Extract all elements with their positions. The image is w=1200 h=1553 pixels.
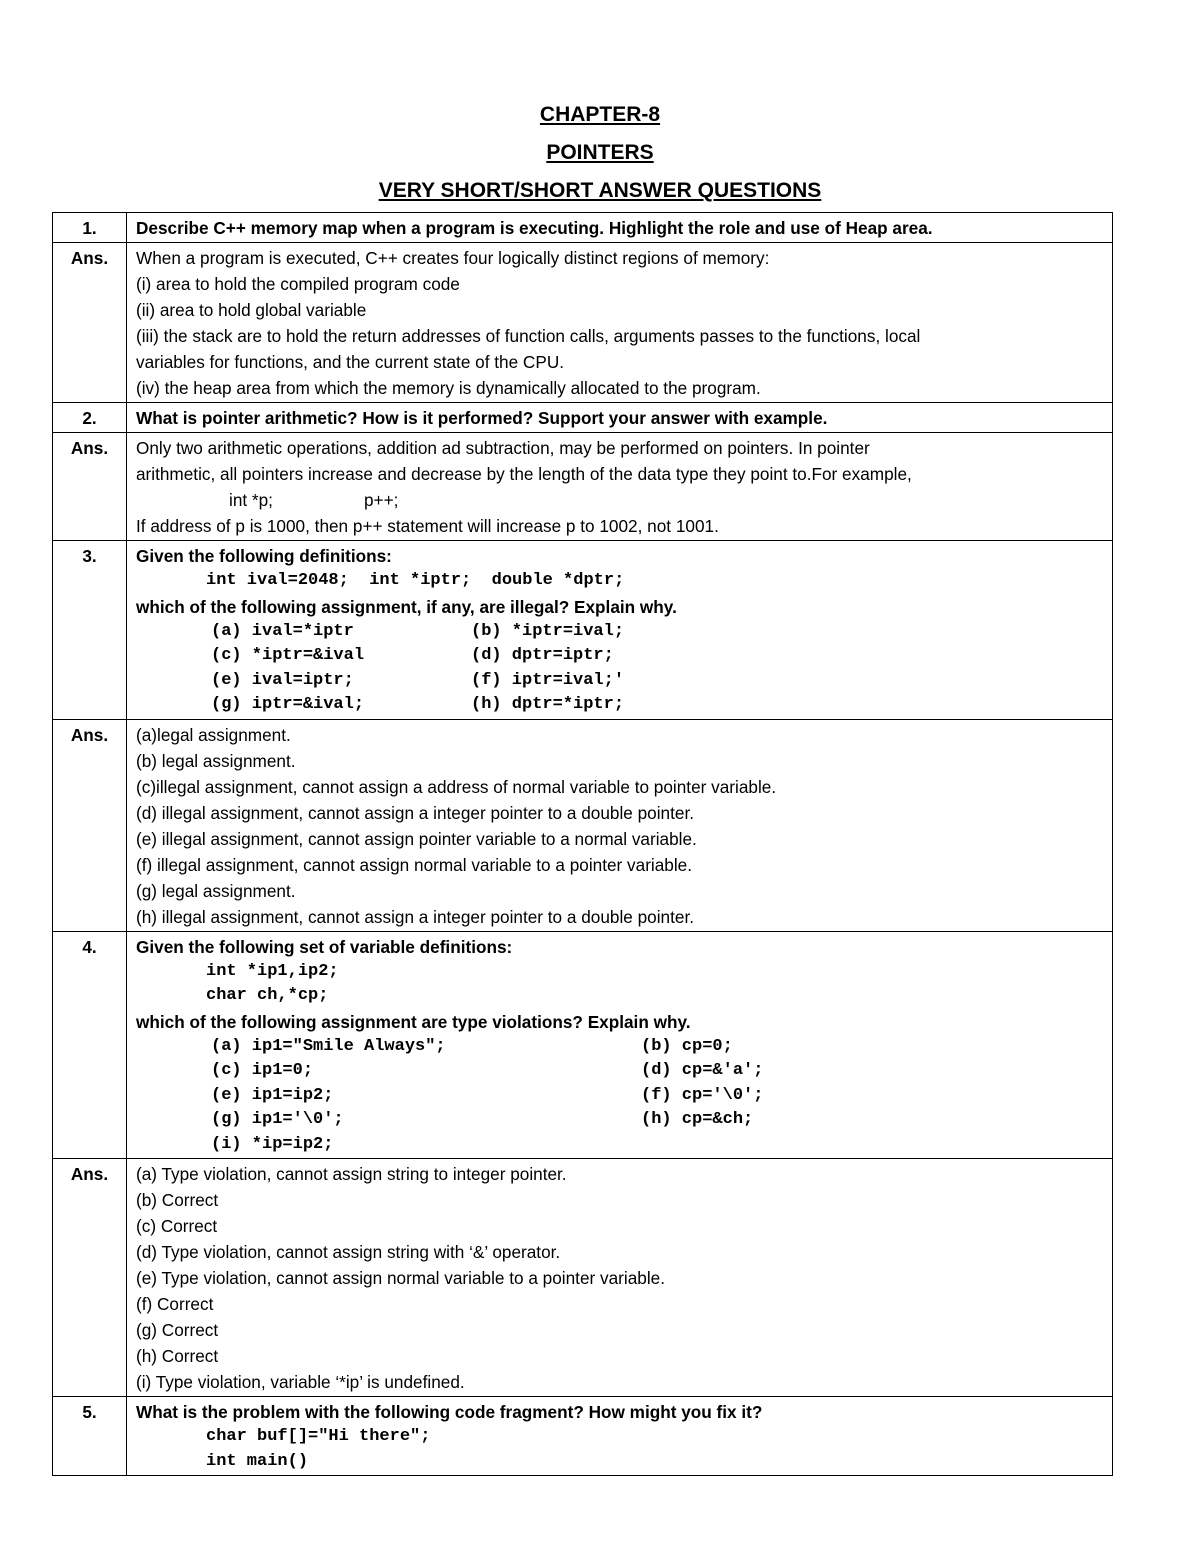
answer-line: (b) legal assignment.	[136, 750, 296, 771]
question-number: 2.	[53, 403, 127, 433]
question-prompt: What is the problem with the following code fragment? How might you fix it?	[136, 1402, 763, 1422]
answer-line: (iii) the stack are to hold the return addresses of function calls, arguments passes to the functions, local	[136, 326, 921, 346]
answer-line: (iv) the heap area from which the memory is dynamically allocated to the program.	[136, 378, 761, 398]
answer-label: Ans.	[53, 719, 127, 931]
code-line: int ival=2048; int *iptr; double *dptr;	[206, 571, 625, 590]
answer-line: (a) Type violation, cannot assign string to integer pointer.	[136, 1164, 567, 1184]
option: (f) iptr=ival;'	[471, 670, 625, 690]
answer-line: (a)legal assignment.	[136, 724, 291, 745]
answer-line: Only two arithmetic operations, addition ad subtraction, may be performed on pointers. In pointer	[136, 438, 870, 458]
answer-line: variables for functions, and the current state of the CPU.	[136, 352, 565, 372]
question-prompt: which of the following assignment, if any, are illegal? Explain why.	[136, 596, 677, 617]
option: (c) ip1=0;	[211, 1061, 314, 1080]
option: (d) dptr=iptr;	[471, 646, 614, 665]
option: (b) cp=0;	[641, 1036, 733, 1056]
example-line	[136, 487, 1104, 513]
option: (g) ip1='\0';	[211, 1110, 344, 1129]
answer-line: If address of p is 1000, then p++ statement will increase p to 1002, not 1001.	[136, 516, 719, 536]
example-increment: p++;	[364, 490, 399, 510]
answer-line: (d) Type violation, cannot assign string with ‘&’ operator.	[136, 1242, 561, 1262]
question-row-5	[53, 1397, 1113, 1476]
answer-line: (g) legal assignment.	[136, 880, 296, 901]
answer-label: Ans.	[53, 433, 127, 541]
option: (c) *iptr=&ival	[211, 646, 365, 665]
option-pair	[136, 669, 1104, 694]
option-pair	[136, 1133, 1104, 1158]
question-intro: Given the following set of variable definitions:	[136, 936, 513, 957]
option-pair	[136, 1084, 1104, 1109]
answer-text	[127, 243, 1113, 403]
question-prompt: which of the following assignment are type violations? Explain why.	[136, 1011, 691, 1032]
answer-line: (d) illegal assignment, cannot assign a integer pointer to a double pointer.	[136, 802, 694, 823]
option-pair	[136, 1035, 1104, 1060]
answer-line: (g) Correct	[136, 1320, 219, 1340]
answer-text	[127, 719, 1113, 931]
question-intro: Given the following definitions:	[136, 546, 392, 566]
option-pair	[136, 693, 1104, 718]
answer-row-1	[53, 243, 1113, 403]
answer-label: Ans.	[53, 1159, 127, 1397]
answer-row-4	[53, 1159, 1113, 1397]
question-row-4	[53, 931, 1113, 1159]
option-pair	[136, 1108, 1104, 1133]
answer-text	[127, 433, 1113, 541]
question-number: 4.	[53, 931, 127, 1159]
answer-line: (e) illegal assignment, cannot assign pointer variable to a normal variable.	[136, 828, 697, 849]
answer-line: (f) Correct	[136, 1294, 214, 1314]
chapter-heading: CHAPTER-8	[539, 103, 661, 126]
question-row-2	[53, 403, 1113, 433]
answer-line: (i) Type violation, variable ‘*ip’ is undefined.	[136, 1372, 465, 1392]
option: (f) cp='\0';	[641, 1085, 764, 1105]
option: (h) dptr=*iptr;	[471, 695, 625, 714]
question-number: 1.	[53, 213, 127, 243]
option: (a) ip1="Smile Always";	[211, 1036, 446, 1056]
code-line: int main()	[206, 1451, 309, 1471]
code-line: int *ip1,ip2;	[206, 961, 339, 981]
answer-line: (ii) area to hold global variable	[136, 300, 367, 320]
answer-line: When a program is executed, C++ creates four logically distinct regions of memory:	[136, 248, 770, 268]
answer-line: (c) Correct	[136, 1216, 218, 1236]
option: (d) cp=&'a';	[641, 1061, 764, 1080]
answer-label: Ans.	[53, 243, 127, 403]
option: (h) cp=&ch;	[641, 1110, 754, 1129]
answer-line: (h) Correct	[136, 1346, 219, 1366]
option: (b) *iptr=ival;	[471, 621, 625, 641]
question-text: Describe C++ memory map when a program is executing. Highlight the role and use of Heap area.	[127, 213, 1113, 243]
option-pair	[136, 620, 1104, 645]
question-text: What is pointer arithmetic? How is it performed? Support your answer with example.	[127, 403, 1113, 433]
option: (e) ip1=ip2;	[211, 1085, 334, 1105]
example-declaration: int *p;	[229, 490, 273, 510]
option: (a) ival=*iptr	[211, 621, 354, 641]
code-line: char buf[]="Hi there";	[206, 1427, 431, 1446]
question-row-3	[53, 541, 1113, 720]
answer-line: arithmetic, all pointers increase and decrease by the length of the data type they point to.For example,	[136, 464, 912, 484]
qa-table	[52, 212, 1113, 1476]
question-number: 5.	[53, 1397, 127, 1476]
answer-line: (e) Type violation, cannot assign normal variable to a pointer variable.	[136, 1268, 665, 1288]
answer-line: (f) illegal assignment, cannot assign normal variable to a pointer variable.	[136, 854, 693, 875]
option: (g) iptr=&ival;	[211, 695, 365, 714]
option-pair	[136, 644, 1104, 669]
answer-text	[127, 1159, 1113, 1397]
question-row-1	[53, 213, 1113, 243]
answer-line: (c)illegal assignment, cannot assign a address of normal variable to pointer variable.	[136, 776, 777, 797]
answer-line: (b) Correct	[136, 1190, 219, 1210]
topic-heading: POINTERS	[546, 141, 654, 164]
option: (e) ival=iptr;	[211, 670, 354, 690]
answer-row-2	[53, 433, 1113, 541]
question-text	[127, 541, 1113, 720]
answer-line: (i) area to hold the compiled program code	[136, 274, 460, 294]
question-number: 3.	[53, 541, 127, 720]
answer-row-3	[53, 719, 1113, 931]
code-line: char ch,*cp;	[206, 986, 329, 1005]
question-text	[127, 931, 1113, 1159]
question-text	[127, 1397, 1113, 1476]
option: (i) *ip=ip2;	[211, 1134, 334, 1154]
answer-line: (h) illegal assignment, cannot assign a integer pointer to a double pointer.	[136, 906, 694, 927]
section-heading: VERY SHORT/SHORT ANSWER QUESTIONS	[378, 179, 822, 202]
option-pair	[136, 1059, 1104, 1084]
